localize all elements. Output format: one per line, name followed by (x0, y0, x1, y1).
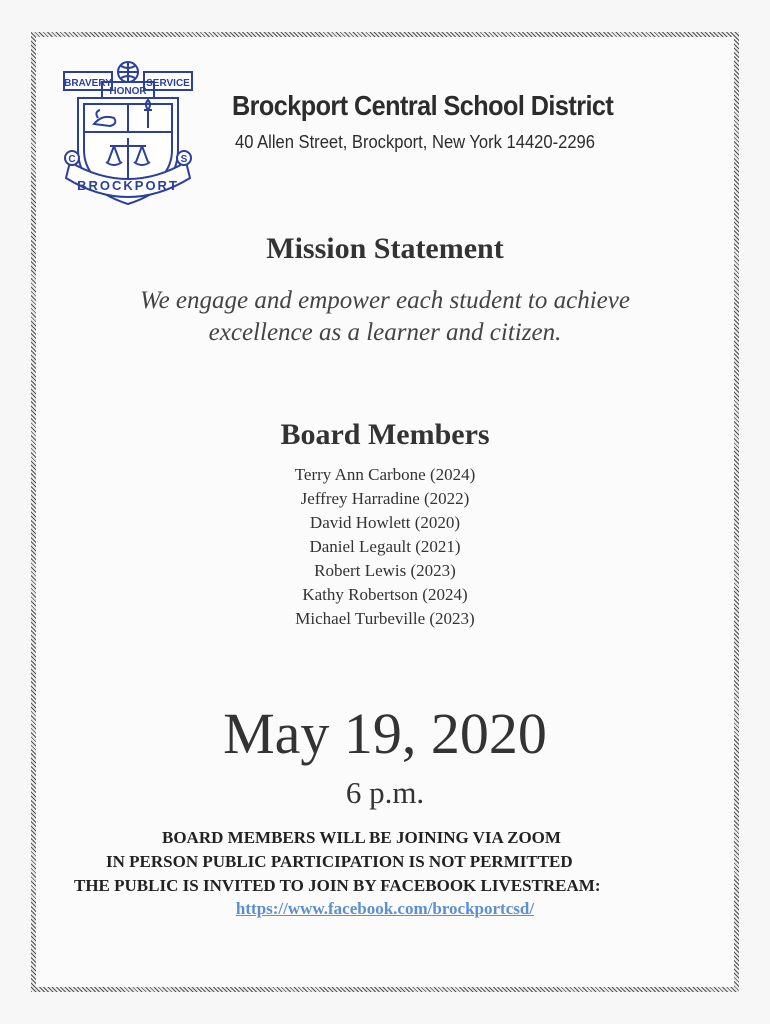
school-crest-logo (62, 58, 194, 210)
board-member: Daniel Legault (2021) (309, 537, 461, 556)
mission-line-1: We engage and empower each student to achieve (140, 287, 630, 314)
board-member: Jeffrey Harradine (2022) (300, 489, 470, 508)
board-member: Terry Ann Carbone (2024) (294, 465, 476, 484)
crest-base-text: BROCKPORT (77, 178, 179, 193)
board-member: Kathy Robertson (2024) (302, 585, 468, 604)
crest-banner-left: BRAVERY (64, 78, 112, 89)
mission-statement (0, 285, 770, 349)
crest-letter-right: S (180, 154, 188, 165)
meeting-time: 6 p.m. (345, 775, 425, 810)
district-address: 40 Allen Street, Brockport, New York 14420-2296 (235, 132, 595, 152)
crest-banner-center: HONOR (109, 86, 147, 97)
district-name: Brockport Central School District (232, 90, 614, 121)
board-heading: Board Members (280, 418, 490, 451)
crest-banner-right: SERVICE (146, 78, 190, 89)
board-member: Michael Turbeville (2023) (295, 609, 475, 628)
notice-line-3: THE PUBLIC IS INVITED TO JOIN BY FACEBOOK LIVESTREAM: (74, 876, 601, 895)
board-member-list (0, 463, 770, 631)
mission-heading: Mission Statement (266, 232, 504, 265)
board-member: Robert Lewis (2023) (314, 561, 456, 580)
board-member: David Howlett (2020) (309, 513, 461, 532)
meeting-date: May 19, 2020 (223, 701, 547, 766)
notice-line-1: BOARD MEMBERS WILL BE JOINING VIA ZOOM (162, 828, 561, 847)
mission-line-2: excellence as a learner and citizen. (208, 319, 562, 346)
notice-line-2: IN PERSON PUBLIC PARTICIPATION IS NOT PERMITTED (106, 852, 573, 871)
crest-letter-left: C (68, 154, 76, 165)
facebook-livestream-link[interactable]: https://www.facebook.com/brockportcsd/ (235, 899, 535, 918)
